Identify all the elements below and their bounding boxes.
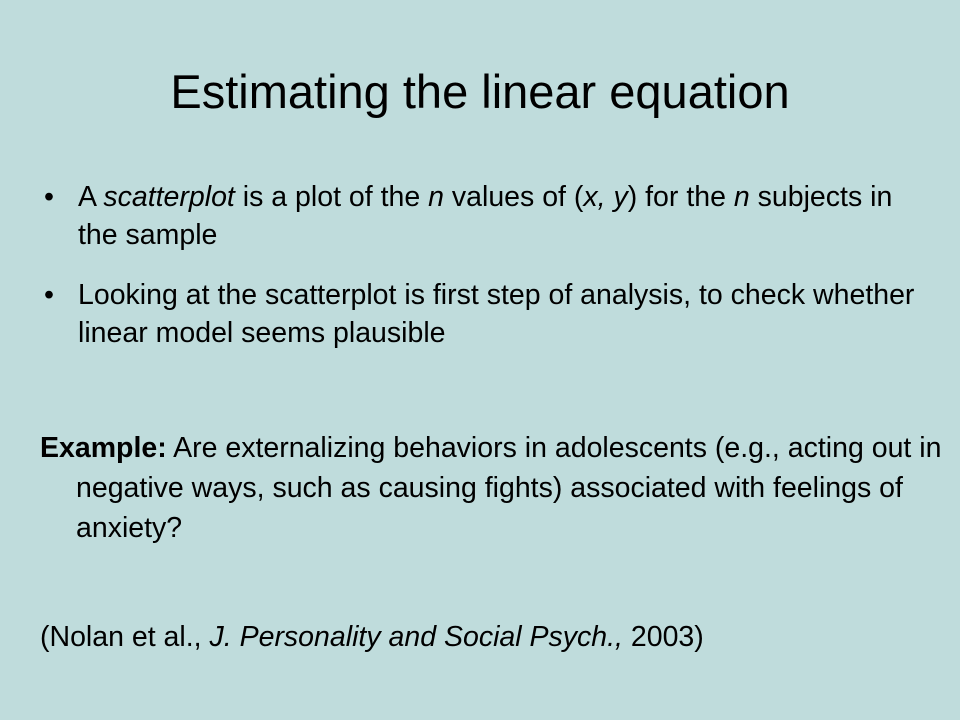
example-label: Example: [40, 432, 167, 464]
bullet-marker: • [44, 181, 54, 213]
bullet-text-segment: is a plot of the [234, 181, 429, 213]
bullet-italic-term: scatterplot [103, 181, 235, 213]
bullet-text-segment: subjects in the sample [78, 181, 893, 251]
bullet-item-scatterplot-definition [44, 178, 934, 254]
bullet-italic-term: x, y [583, 181, 628, 213]
bullet-text: Looking at the scatterplot is first step of analysis, to check whether linear model seems plausible [78, 279, 915, 349]
bullet-text-segment: A [78, 181, 104, 213]
bullet-italic-term: n [428, 181, 444, 213]
bullet-text-segment: values of ( [443, 181, 584, 213]
bullet-text-segment: ) for the [627, 181, 734, 213]
bullet-item-first-step [44, 276, 934, 352]
slide-title: Estimating the linear equation [170, 65, 790, 118]
bullet-list [44, 178, 934, 374]
citation-journal: J. Personality and Social Psych., [209, 621, 623, 653]
example-paragraph [40, 428, 960, 548]
citation-prefix: (Nolan et al., [40, 621, 210, 653]
bullet-marker: • [44, 279, 54, 311]
example-text: Are externalizing behaviors in adolescents (e.g., acting out in negative ways, such as causing fights) associated with feelings of anxiety? [76, 432, 942, 544]
bullet-italic-term: n [733, 181, 750, 213]
citation-suffix: 2003) [622, 621, 704, 653]
citation [40, 617, 940, 657]
